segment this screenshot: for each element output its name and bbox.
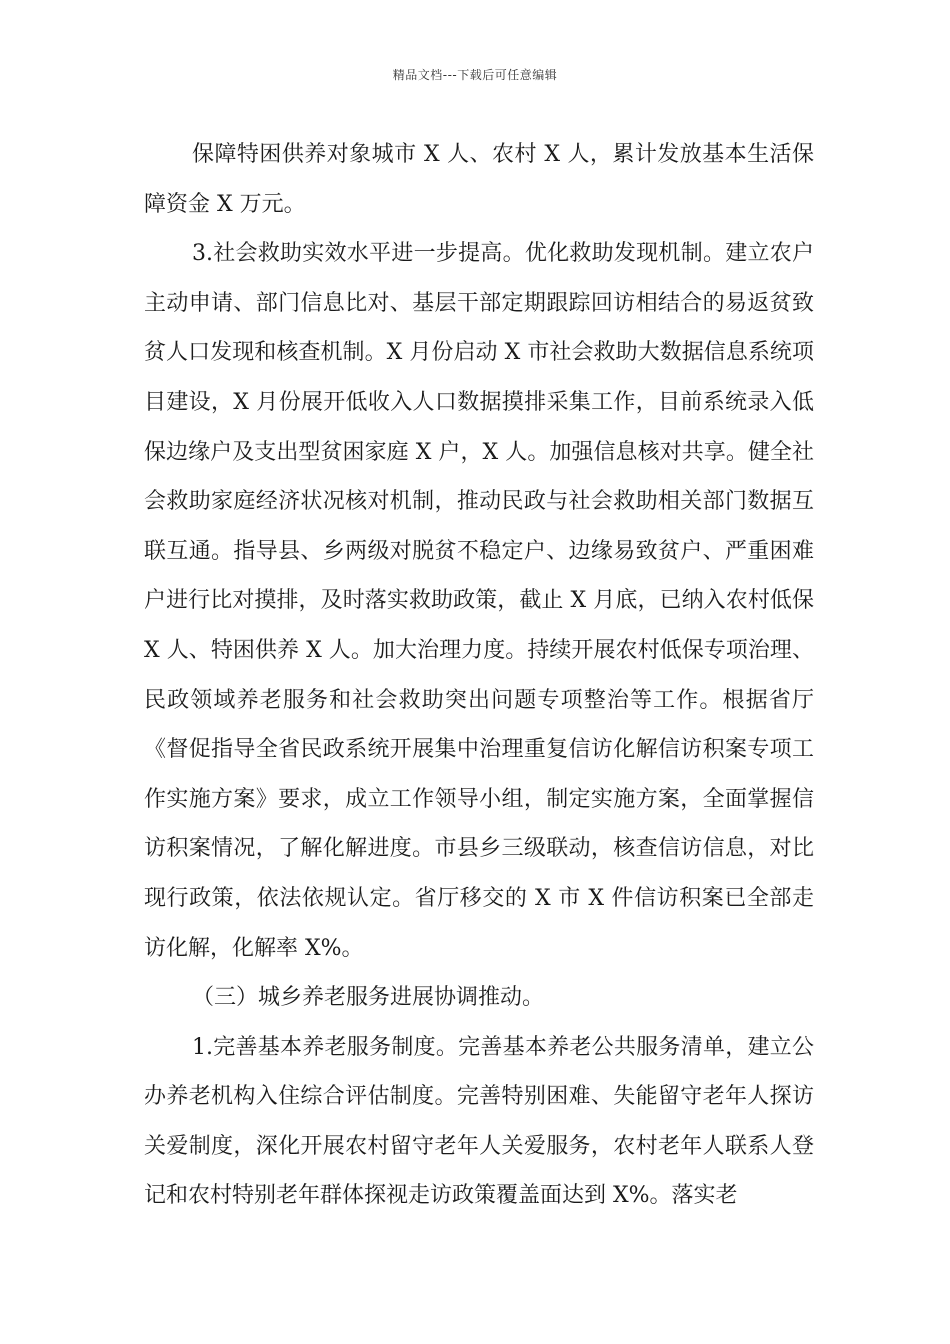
section-heading-elderly-care: （三）城乡养老服务进展协调推动。 — [192, 985, 545, 1011]
paragraph-elderly-care-system: 1.完善基本养老服务制度。完善基本养老公共服务清单，建立公办养老机构入住综合评估制度。完善特别困难、失能留守老年人探访关爱制度，深化开展农村留守老年人关爱服务，农村老年人联系人登记和农村特别老年群体探视走访政策覆盖面达到 X%。落实老 — [144, 1034, 814, 1209]
page-header: 精品文档---下载后可任意编辑 — [392, 68, 558, 82]
paragraph-support-recipients: 保障特困供养对象城市 X 人、农村 X 人，累计发放基本生活保障资金 X 万元。 — [144, 142, 814, 217]
paragraph-social-assistance: 3.社会救助实效水平进一步提高。优化救助发现机制。建立农户主动申请、部门信息比对、基层干部定期跟踪回访相结合的易返贫致贫人口发现和核查机制。X 月份启动 X 市社会救助大数据信息系统项目建设，X 月份展开低收入人口数据摸排采集工作，目前系统录入低保边缘户及支出型贫困家庭 X 户，X 人。加强信息核对共享。健全社会救助家庭经济状况核对机制，推动民政与社会救助相关部门数据互联互通。指导县、乡两级对脱贫不稳定户、边缘易致贫户、严重困难户进行比对摸排，及时落实救助政策，截止 X 月底，已纳入农村低保 X 人、特困供养 X 人。加大治理力度。持续开展农村低保专项治理、民政领域养老服务和社会救助突出问题专项整治等工作。根据省厅《督促指导全省民政系统开展集中治理重复信访化解信访积案专项工作实施方案》要求，成立工作领导小组，制定实施方案，全面掌握信访积案情况，了解化解进度。市县乡三级联动，核查信访信息，对比现行政策，依法依规认定。省厅移交的 X 市 X 件信访积案已全部走访化解，化解率 X%。 — [144, 241, 814, 961]
document-body — [144, 130, 814, 1221]
